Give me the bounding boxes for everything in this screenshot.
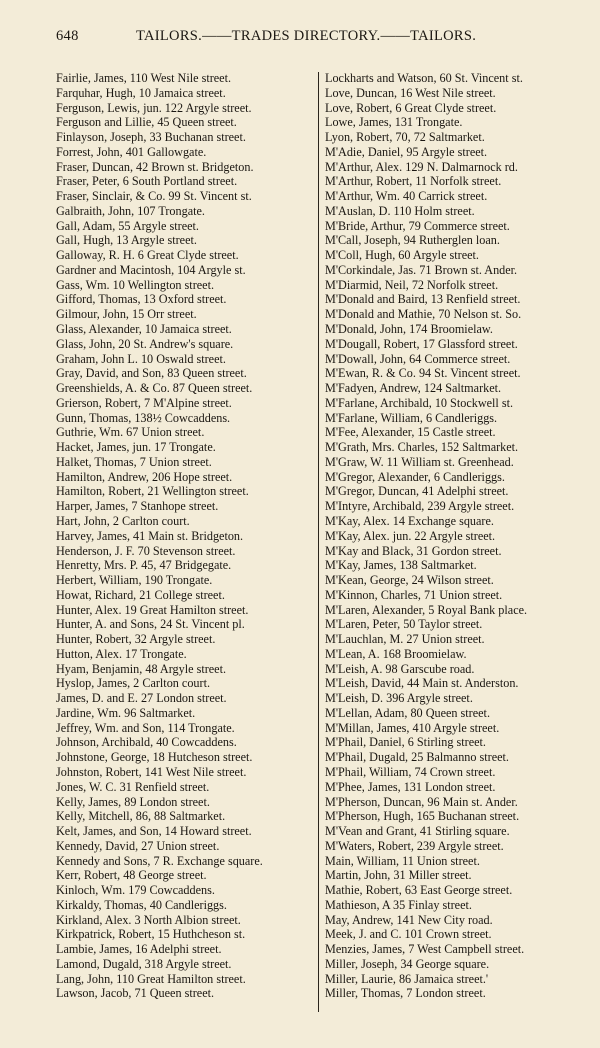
directory-entry: M'Leish, D. 396 Argyle street. (325, 691, 473, 706)
directory-entry: M'Kinnon, Charles, 71 Union street. (325, 587, 503, 602)
directory-entry: Howat, Richard, 21 College street. (56, 587, 225, 602)
directory-entry: M'Ewan, R. & Co. 94 St. Vincent street. (325, 366, 521, 381)
directory-entry: Ferguson and Lillie, 45 Queen street. (56, 115, 237, 130)
directory-entry: M'Dowall, John, 64 Commerce street. (325, 351, 511, 366)
directory-entry: Lockharts and Watson, 60 St. Vincent st. (325, 71, 523, 85)
directory-entry: Lyon, Robert, 70, 72 Saltmarket. (325, 130, 485, 145)
directory-entry: Jeffrey, Wm. and Son, 114 Trongate. (56, 720, 235, 735)
directory-entry: Fairlie, James, 110 West Nile street. (56, 71, 232, 85)
directory-entry: M'Diarmid, Neil, 72 Norfolk street. (325, 277, 499, 292)
directory-entry: Greenshields, A. & Co. 87 Queen street. (56, 381, 253, 396)
directory-entry: Johnson, Archibald, 40 Cowcaddens. (56, 735, 237, 750)
directory-entry: M'Fee, Alexander, 15 Castle street. (325, 425, 496, 440)
directory-entry: Hunter, Robert, 32 Argyle street. (56, 632, 216, 647)
directory-entry: M'Kay, Alex. 14 Exchange square. (325, 513, 494, 528)
directory-entry: Johnston, Robert, 141 West Nile street. (56, 764, 247, 779)
directory-entry: Hamilton, Robert, 21 Wellington street. (56, 484, 249, 499)
directory-entry: Galloway, R. H. 6 Great Clyde street. (56, 248, 239, 263)
directory-entry: M'Kay, James, 138 Saltmarket. (325, 558, 477, 573)
directory-entry: M'Fadyen, Andrew, 124 Saltmarket. (325, 381, 502, 396)
directory-entry: Kirkland, Alex. 3 North Albion street. (56, 912, 241, 927)
directory-entry: Lawson, Jacob, 71 Queen street. (56, 986, 215, 1001)
directory-entry: M'Vean and Grant, 41 Stirling square. (325, 824, 510, 839)
directory-entry: M'Bride, Arthur, 79 Commerce street. (325, 218, 510, 233)
directory-entry: Kelly, Mitchell, 86, 88 Saltmarket. (56, 809, 226, 824)
directory-entry: May, Andrew, 141 New City road. (325, 912, 493, 927)
directory-entry: Kennedy, David, 27 Union street. (56, 838, 220, 853)
directory-entry: M'Intyre, Archibald, 239 Argyle street. (325, 499, 515, 514)
directory-entry: Gunn, Thomas, 138½ Cowcaddens. (56, 410, 231, 425)
directory-entry: M'Farlane, Archibald, 10 Stockwell st. (325, 395, 514, 410)
directory-entry: Kirkaldy, Thomas, 40 Candleriggs. (56, 897, 227, 912)
directory-entry: Gifford, Thomas, 13 Oxford street. (56, 292, 227, 307)
directory-entry: Fraser, Peter, 6 South Portland street. (56, 174, 238, 189)
directory-entry: Martin, John, 31 Miller street. (325, 868, 472, 883)
directory-entry: Kelly, James, 89 London street. (56, 794, 210, 809)
directory-entry: Gall, Adam, 55 Argyle street. (56, 218, 199, 233)
page-header (56, 28, 578, 52)
page-number: 648 (56, 28, 79, 44)
directory-entry: M'Farlane, William, 6 Candleriggs. (325, 410, 498, 425)
directory-entry: James, D. and E. 27 London street. (56, 691, 227, 706)
directory-entry: M'Pherson, Duncan, 96 Main st. Ander. (325, 794, 518, 809)
directory-entry: Gardner and Macintosh, 104 Argyle st. (56, 262, 246, 277)
directory-entry: M'Dougall, Robert, 17 Glassford street. (325, 336, 518, 351)
directory-entry: Lamond, Dugald, 318 Argyle street. (56, 956, 232, 971)
directory-entry: Finlayson, Joseph, 33 Buchanan street. (56, 130, 246, 145)
directory-entry: M'Kean, George, 24 Wilson street. (325, 573, 494, 588)
directory-entry: Lang, John, 110 Great Hamilton street. (56, 971, 246, 986)
directory-entry: Menzies, James, 7 West Campbell street. (325, 942, 525, 957)
directory-entry: Hyslop, James, 2 Carlton court. (56, 676, 211, 691)
directory-entry: M'Waters, Robert, 239 Argyle street. (325, 838, 504, 853)
directory-entry: Kelt, James, and Son, 14 Howard street. (56, 824, 252, 839)
directory-entry: Lowe, James, 131 Trongate. (325, 115, 463, 130)
directory-entry: Forrest, John, 401 Gallowgate. (56, 144, 207, 159)
directory-entry: M'Kay, Alex. jun. 22 Argyle street. (325, 528, 496, 543)
directory-entry: Jardine, Wm. 96 Saltmarket. (56, 705, 196, 720)
directory-entry: Grierson, Robert, 7 M'Alpine street. (56, 395, 232, 410)
right-column-entries (325, 71, 587, 1001)
directory-entry: M'Grath, Mrs. Charles, 152 Saltmarket. (325, 440, 519, 455)
directory-entry: Henderson, J. F. 70 Stevenson street. (56, 543, 236, 558)
left-column-entries (56, 71, 314, 1001)
directory-entry: Love, Duncan, 16 West Nile street. (325, 85, 496, 100)
directory-entry: Lambie, James, 16 Adelphi street. (56, 942, 222, 957)
directory-entry: M'Leish, David, 44 Main st. Anderston. (325, 676, 519, 691)
running-head: TAILORS.——TRADES DIRECTORY.——TAILORS. (136, 28, 477, 44)
directory-entry: Fraser, Sinclair, & Co. 99 St. Vincent st. (56, 189, 252, 204)
directory-entry: M'Leish, A. 98 Garscube road. (325, 661, 475, 676)
directory-entry: M'Pherson, Hugh, 165 Buchanan street. (325, 809, 520, 824)
directory-entry: Miller, Laurie, 86 Jamaica street.' (325, 971, 489, 986)
directory-entry: Mathie, Robert, 63 East George street. (325, 883, 513, 898)
directory-entry: M'Call, Joseph, 94 Rutherglen loan. (325, 233, 500, 248)
directory-entry: M'Gregor, Alexander, 6 Candleriggs. (325, 469, 505, 484)
directory-entry: Kerr, Robert, 48 George street. (56, 868, 207, 883)
directory-entry: Meek, J. and C. 101 Crown street. (325, 927, 492, 942)
directory-entry: Ferguson, Lewis, jun. 122 Argyle street. (56, 100, 252, 115)
directory-entry: Kennedy and Sons, 7 R. Exchange square. (56, 853, 263, 868)
directory-entry: M'Laren, Peter, 50 Taylor street. (325, 617, 483, 632)
directory-entry: Kirkpatrick, Robert, 15 Huthcheson st. (56, 927, 246, 942)
directory-entry: Hart, John, 2 Carlton court. (56, 513, 190, 528)
directory-entry: Harper, James, 7 Stanhope street. (56, 499, 219, 514)
directory-entry: Graham, John L. 10 Oswald street. (56, 351, 226, 366)
directory-entry: Farquhar, Hugh, 10 Jamaica street. (56, 85, 226, 100)
directory-entry: M'Laren, Alexander, 5 Royal Bank place. (325, 602, 528, 617)
directory-entry: Gray, David, and Son, 83 Queen street. (56, 366, 247, 381)
directory-entry: M'Kay and Black, 31 Gordon street. (325, 543, 502, 558)
directory-entry: M'Phail, Daniel, 6 Stirling street. (325, 735, 486, 750)
directory-entry: Herbert, William, 190 Trongate. (56, 573, 213, 588)
directory-entry: Henretty, Mrs. P. 45, 47 Bridgegate. (56, 558, 232, 573)
directory-entry: Miller, Joseph, 34 George square. (325, 956, 490, 971)
directory-entry: Hyam, Benjamin, 48 Argyle street. (56, 661, 227, 676)
directory-entry: Halket, Thomas, 7 Union street. (56, 454, 212, 469)
column-divider (318, 72, 319, 1012)
directory-entry: Fraser, Duncan, 42 Brown st. Bridgeton. (56, 159, 254, 174)
directory-entry: M'Donald and Mathie, 70 Nelson st. So. (325, 307, 522, 322)
directory-entry: Gass, Wm. 10 Wellington street. (56, 277, 215, 292)
directory-entry: Hunter, Alex. 19 Great Hamilton street. (56, 602, 249, 617)
directory-entry: Hutton, Alex. 17 Trongate. (56, 646, 187, 661)
directory-entry: M'Millan, James, 410 Argyle street. (325, 720, 500, 735)
directory-entry: Guthrie, Wm. 67 Union street. (56, 425, 205, 440)
directory-entry: M'Graw, W. 11 William st. Greenhead. (325, 454, 514, 469)
directory-entry: Hunter, A. and Sons, 24 St. Vincent pl. (56, 617, 245, 632)
directory-entry: Glass, John, 20 St. Andrew's square. (56, 336, 234, 351)
directory-entry: M'Phail, Dugald, 25 Balmanno street. (325, 750, 509, 765)
directory-entry: M'Corkindale, Jas. 71 Brown st. Ander. (325, 262, 518, 277)
directory-entry: M'Phee, James, 131 London street. (325, 779, 496, 794)
directory-entry: Gilmour, John, 15 Orr street. (56, 307, 197, 322)
directory-entry: M'Lauchlan, M. 27 Union street. (325, 632, 485, 647)
directory-entry: Mathieson, A 35 Finlay street. (325, 897, 472, 912)
directory-entry: M'Arthur, Robert, 11 Norfolk street. (325, 174, 502, 189)
directory-entry: M'Gregor, Duncan, 41 Adelphi street. (325, 484, 509, 499)
directory-entry: Jones, W. C. 31 Renfield street. (56, 779, 210, 794)
directory-entry: M'Auslan, D. 110 Holm street. (325, 203, 475, 218)
directory-entry: Love, Robert, 6 Great Clyde street. (325, 100, 497, 115)
directory-entry: Miller, Thomas, 7 London street. (325, 986, 486, 1001)
directory-entry: M'Coll, Hugh, 60 Argyle street. (325, 248, 479, 263)
directory-entry: Harvey, James, 41 Main st. Bridgeton. (56, 528, 244, 543)
directory-entry: Main, William, 11 Union street. (325, 853, 480, 868)
directory-entry: M'Lean, A. 168 Broomielaw. (325, 646, 467, 661)
directory-entry: M'Phail, William, 74 Crown street. (325, 764, 496, 779)
directory-entry: M'Arthur, Alex. 129 N. Dalmarnock rd. (325, 159, 518, 174)
directory-entry: M'Lellan, Adam, 80 Queen street. (325, 705, 490, 720)
directory-entry: M'Arthur, Wm. 40 Carrick street. (325, 189, 488, 204)
directory-entry: Kinloch, Wm. 179 Cowcaddens. (56, 883, 215, 898)
directory-entry: Hacket, James, jun. 17 Trongate. (56, 440, 216, 455)
directory-entry: Gall, Hugh, 13 Argyle street. (56, 233, 197, 248)
directory-entry: M'Donald and Baird, 13 Renfield street. (325, 292, 521, 307)
directory-entry: Johnstone, George, 18 Hutcheson street. (56, 750, 253, 765)
directory-entry: Hamilton, Andrew, 206 Hope street. (56, 469, 233, 484)
directory-entry: Glass, Alexander, 10 Jamaica street. (56, 322, 232, 337)
directory-entry: M'Adie, Daniel, 95 Argyle street. (325, 144, 488, 159)
directory-entry: M'Donald, John, 174 Broomielaw. (325, 322, 493, 337)
directory-entry: Galbraith, John, 107 Trongate. (56, 203, 205, 218)
